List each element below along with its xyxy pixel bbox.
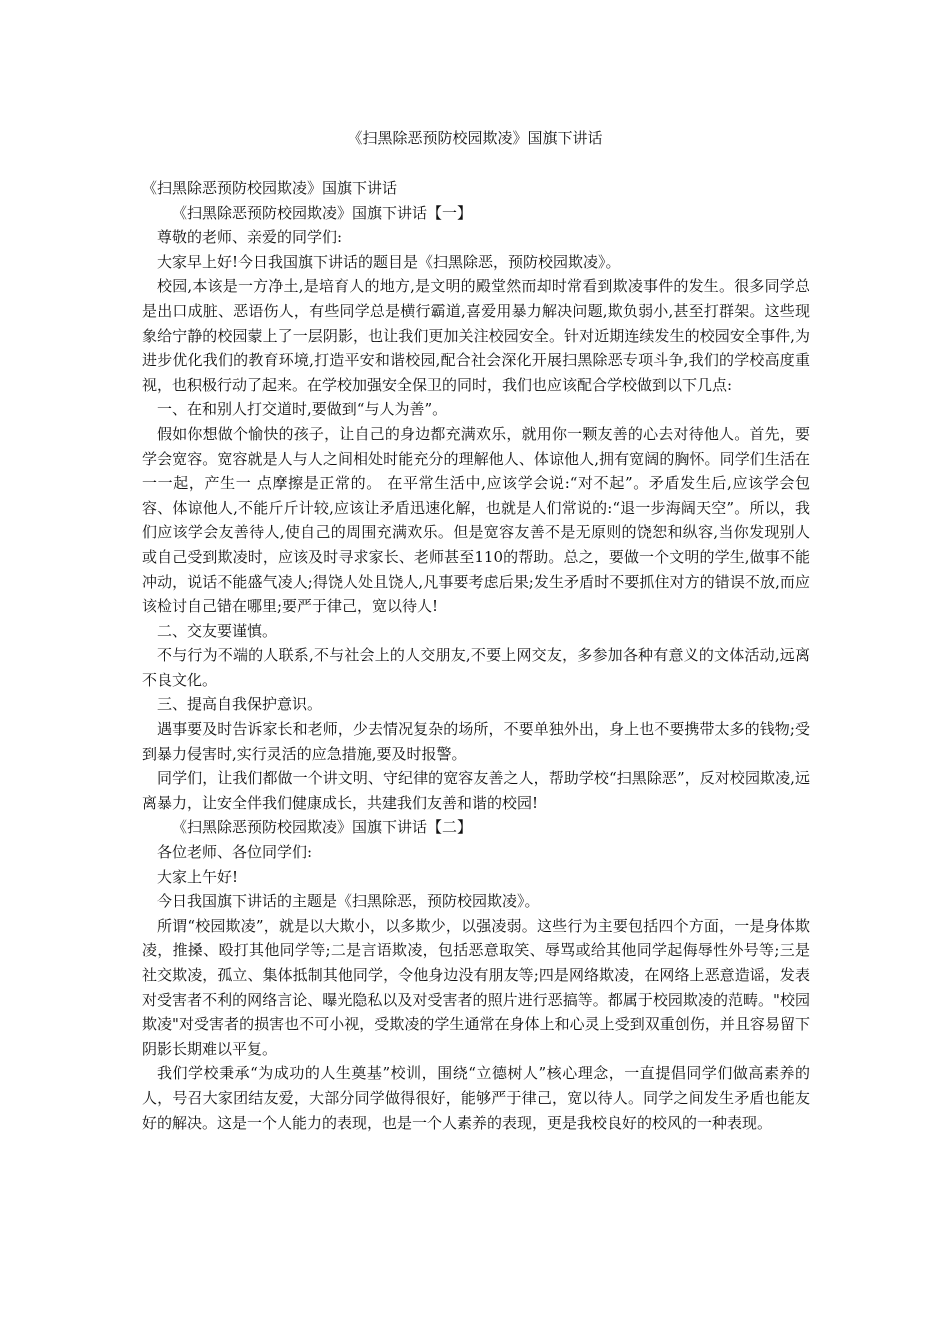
- section-heading: 《扫黑除恶预防校园欺凌》国旗下讲话【一】: [172, 203, 473, 222]
- body-paragraph: 《扫黑除恶预防校园欺凌》国旗下讲话: [142, 179, 398, 197]
- document-body: [142, 176, 810, 1135]
- body-paragraph: 大家上午好!: [157, 867, 239, 886]
- body-paragraph: 同学们，让我们都做一个讲文明、守纪律的宽容友善之人，帮助学校“扫黑除恶”，反对校园欺凌,远离暴力，让安全伴我们健康成长，共建我们友善和谐的校园!: [142, 769, 810, 812]
- body-paragraph: 遇事要及时告诉家长和老师，少去情况复杂的场所，不要单独外出，身上也不要携带太多的钱物;受到暴力侵害时,实行灵活的应急措施,要及时报警。: [142, 720, 810, 763]
- point-heading: 一、在和别人打交道时,要做到“与人为善”。: [157, 400, 448, 419]
- section-heading: 《扫黑除恶预防校园欺凌》国旗下讲话【二】: [172, 818, 473, 837]
- body-paragraph: 大家早上好!今日我国旗下讲话的题目是《扫黑除恶，预防校园欺凌》。: [157, 252, 621, 271]
- point-heading: 二、交友要谨慎。: [157, 621, 278, 640]
- body-paragraph: 尊敬的老师、亲爱的同学们:: [157, 228, 343, 247]
- body-paragraph: 我们学校秉承“为成功的人生奠基”校训，围绕“立德树人”核心理念，一直提倡同学们做高素养的人，号召大家团结友爱，大部分同学做得很好，能够严于律己，宽以待人。同学之间发生矛盾也能友好的解决。这是一个人能力的表现，也是一个人素养的表现，更是我校良好的校风的一种表现。: [142, 1064, 810, 1132]
- body-paragraph: 校园,本该是一方净土,是培育人的地方,是文明的殿堂然而却时常看到欺凌事件的发生。很多同学总是出口成脏、恶语伤人，有些同学总是横行霸道,喜爱用暴力解决问题,欺负弱小,甚至打群架。这些现象给宁静的校园蒙上了一层阴影，也让我们更加关注校园安全。针对近期连续发生的校园安全事件,为进步优化我们的教育环境,打造平安和谐校园,配合社会深化开展扫黑除恶专项斗争,我们的学校高度重视，也积极行动了起来。在学校加强安全保卫的同时，我们也应该配合学校做到以下几点:: [142, 277, 810, 394]
- body-paragraph: 假如你想做个愉快的孩子，让自己的身边都充满欢乐，就用你一颗友善的心去对待他人。首先，要学会宽容。宽容就是人与人之间相处时能充分的理解他人、体谅他人,拥有宽阔的胸怀。同学们生活在一一起，产生一 点摩擦是正常的。 在平常生活中,应该学会说:“对不起”。矛盾发生后,应该学会包容、体谅他人,不能斤斤计较,应该让矛盾迅速化解，也就是人们常说的:“退一步海阔天空”。所以，我们应该学会友善待人,使自己的周围充满欢乐。但是宽容友善不是无原则的饶恕和纵容,当你发现别人或自己受到欺凌时，应该及时寻求家长、老师甚至110的帮助。总之，要做一个文明的学生,做事不能冲动，说话不能盛气凌人;得饶人处且饶人,凡事要考虑后果;发生矛盾时不要抓住对方的错误不放,而应该检讨自己错在哪里;要严于律己，宽以待人!: [142, 424, 810, 616]
- point-heading: 三、提高自我保护意识。: [157, 695, 323, 714]
- page-title: 《扫黑除恶预防校园欺凌》国旗下讲话: [347, 129, 603, 147]
- body-paragraph: 各位老师、各位同学们:: [157, 843, 313, 862]
- body-paragraph: 不与行为不端的人联系,不与社会上的人交朋友,不要上网交友，多参加各种有意义的文体活动,远离不良文化。: [142, 646, 810, 689]
- body-paragraph: 今日我国旗下讲话的主题是《扫黑除恶，预防校园欺凌》。: [157, 892, 540, 911]
- body-paragraph: 所谓“校园欺凌”，就是以大欺小，以多欺少，以强凌弱。这些行为主要包括四个方面，一是身体欺凌，推搡、殴打其他同学等;二是言语欺凌，包括恶意取笑、辱骂或给其他同学起侮辱性外号等;三是社交欺凌，孤立、集体抵制其他同学，令他身边没有朋友等;四是网络欺凌，在网络上恶意造谣，发表对受害者不利的网络言论、曝光隐私以及对受害者的照片进行恶搞等。都属于校园欺凌的范畴。"校园欺凌"对受害者的损害也不可小视，受欺凌的学生通常在身体上和心灵上受到双重创伤，并且容易留下阴影长期难以平复。: [142, 916, 810, 1058]
